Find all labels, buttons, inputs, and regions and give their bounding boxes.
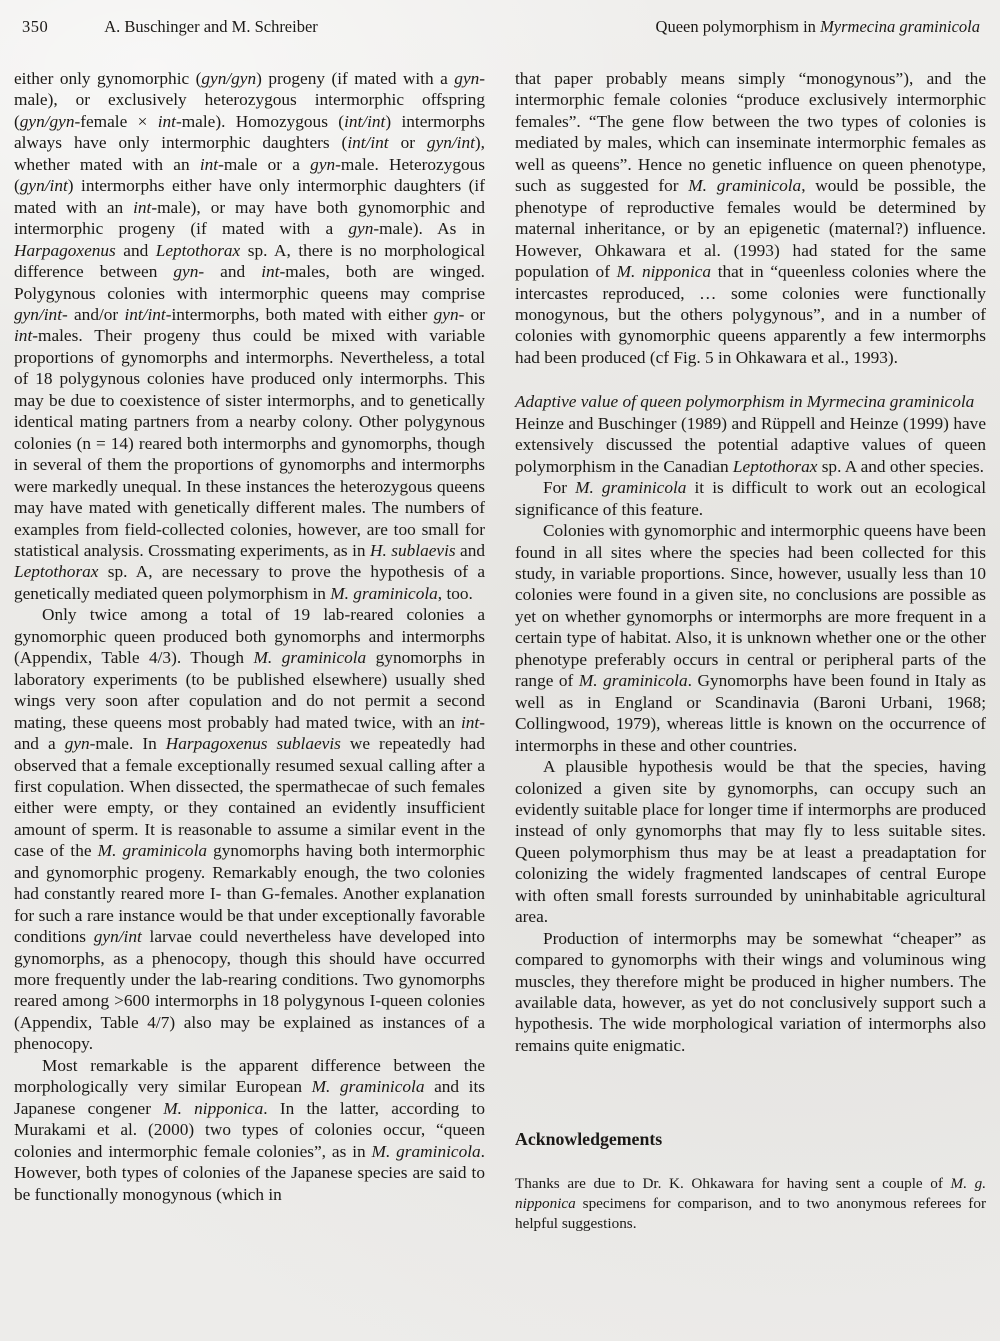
- paragraph: A plausible hypothesis would be that the species, having colonized a given site by gynomorphs, can occupy such an evidently suitable place for longer time if intermorphs are produced instead of only gynomorphs that may fly to less suitable sites. Queen polymorphism thus may be at least a preadaptation for colonizing the widely fragmented landscapes of central Europe with often small forests surrounded by uninhabitable agricultural area.: [515, 757, 986, 927]
- paragraph: For M. graminicola it is difficult to work out an ecological significance of this feature.: [515, 478, 986, 519]
- running-title: Queen polymorphism in Myrmecina graminicola: [655, 17, 980, 36]
- section-heading: Adaptive value of queen polymorphism in Myrmecina graminicola: [515, 392, 975, 412]
- paragraph: Heinze and Buschinger (1989) and Rüppell and Heinze (1999) have extensively discussed the potential adaptive values of queen polymorphism in the Canadian Leptothorax sp. A and other species.: [515, 413, 986, 476]
- page-number: 350: [22, 17, 49, 36]
- acknowledgements-heading: Acknowledgements: [515, 1129, 663, 1150]
- acknowledgements-text: Thanks are due to Dr. K. Ohkawara for having sent a couple of M. g. nipponica specimens for comparison, and to two anonymous referees for helpful suggestions.: [515, 1175, 987, 1232]
- running-header: [22, 17, 980, 37]
- two-column-body: [14, 68, 986, 1233]
- left-column: [14, 68, 485, 1233]
- paragraph: either only gynomorphic (gyn/gyn) progeny (if mated with a gyn-male), or exclusively heterozygous intermorphic offspring (gyn/gyn-female × int-male). Homozygous (int/int) intermorphs always have only intermorphic daughters (int/int or gyn/int), whether mated with an int-male or a gyn-male. Heterozygous (gyn/int) intermorphs either have only intermorphic daughters (if mated with an int-male), or may have both gynomorphic and intermorphic progeny (if mated with a gyn-male). As in Harpagoxenus and Leptothorax sp. A, there is no morphological difference between gyn- and int-males, both are winged. Polygynous colonies with intermorphic queens may comprise gyn/int- and/or int/int-intermorphs, both mated with either gyn- or int-males. Their progeny thus could be mixed with variable proportions of gynomorphs and intermorphs. Nevertheless, a total of 18 polygynous colonies have produced only intermorphs. This may be due to coexistence of sister intermorphs, and to genetically identical mating partners from a nearby colony. Other polygynous colonies (n = 14) reared both intermorphs and gynomorphs, though in several of them the proportions of gynomorphs and intermorphs were markedly unequal. In these instances the heterozygous queens may have mated with genetically different males. The numbers of examples from field-collected colonies, however, are too small for statistical analysis. Crossmating experiments, as in H. sublaevis and Leptothorax sp. A, are necessary to prove the hypothesis of a genetically mediated queen polymorphism in M. graminicola, too.: [14, 69, 486, 603]
- paragraph: that paper probably means simply “monogynous”), and the intermorphic female colonies “produce exclusively intermorphic females”. “The gene flow between the two types of colonies is mediated by males, which can inseminate intermorphic females as well as queens”. Hence no genetic influence on queen phenotype, such as suggested for M. graminicola, would be possible, the phenotype of reproductive females would be determined by maternal inheritance, or by an epigenetic (maternal?) influence. However, Ohkawara et al. (1993) had stated for the same population of M. nipponica that in “queenless colonies where the intercastes reproduced, … some colonies were functionally monogynous, but the others polygynous”, and in a number of colonies with gynomorphic queens apparently a few intermorphs had been produced (cf Fig. 5 in Ohkawara et al., 1993).: [515, 69, 986, 367]
- paragraph: Production of intermorphs may be somewhat “cheaper” as compared to gynomorphs with their wings and voluminous wing muscles, they therefore might be produced in higher numbers. The available data, however, as yet do not conclusively support such a hypothesis. The wide morphological variation of intermorphs also remains quite enigmatic.: [515, 928, 986, 1055]
- running-author: A. Buschinger and M. Schreiber: [104, 17, 318, 36]
- right-column: [515, 68, 986, 1233]
- paragraph: Most remarkable is the apparent difference between the morphologically very similar European M. graminicola and its Japanese congener M. nipponica. In the latter, according to Murakami et al. (2000) two types of colonies occur, “queen colonies and intermorphic female colonies”, as in M. graminicola. However, both types of colonies of the Japanese species are said to be functionally monogynous (which in: [14, 1055, 485, 1204]
- paragraph: Only twice among a total of 19 lab-reared colonies a gynomorphic queen produced both gynomorphs and intermorphs (Appendix, Table 4/3). Though M. graminicola gynomorphs in laboratory experiments (to be published elsewhere) usually shed wings very soon after copulation and do not permit a second mating, these queens most probably had mated twice, with an int- and a gyn-male. In Harpagoxenus sublaevis we repeatedly had observed that a female exceptionally resumed sexual calling after a first copulation. When dissected, the spermathecae of such females either were empty, or they contained an evidently insufficient amount of sperm. It is reasonable to assume a similar event in the case of the M. graminicola gynomorphs having both intermorphic and gynomorphic progeny. Remarkably enough, the two colonies had constantly reared more I- than G-females. Another explanation for such a rare instance would be that under exceptionally favorable conditions gyn/int larvae could nevertheless have developed into gynomorphs, as a phenocopy, though this should have occurred more frequently under the lab-rearing conditions. Two gynomorphs reared among >600 intermorphs in 18 polygynous I-queen colonies (Appendix, Table 4/7) also may be explained as instances of a phenocopy.: [14, 605, 485, 1054]
- paragraph: Colonies with gynomorphic and intermorphic queens have been found in all sites where the species had been collected for this study, in variable proportions. Since, however, usually less than 10 colonies were found in a given site, no conclusions are possible as yet on whether gynomorphs or intermorphs are more frequent in a certain type of habitat. Also, it is unknown whether one or the other phenotype preferably occurs in central or peripheral parts of the range of M. graminicola. Gynomorphs have been found in Italy as well as in England or Scandinavia (Baroni Urbani, 1968; Collingwood, 1979), whereas little is known on the occurrence of intermorphs in these and other countries.: [515, 521, 987, 755]
